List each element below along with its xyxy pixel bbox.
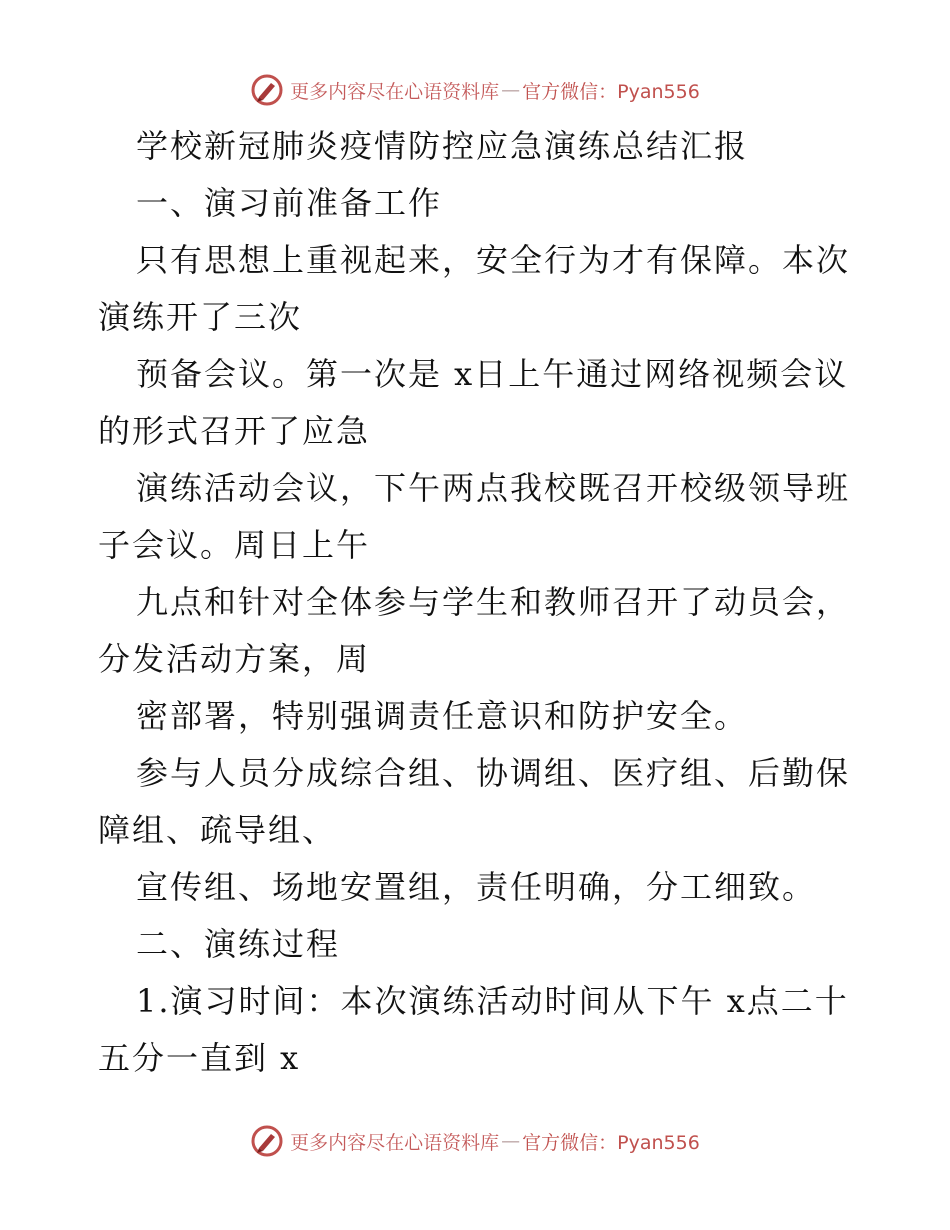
document-body <box>98 118 858 1087</box>
footer-watermark <box>0 1121 950 1161</box>
section-heading: 二、演练过程 <box>136 925 341 963</box>
body-paragraph: 演练活动会议，下午两点我校既召开校级领导班子会议。周日上午 <box>98 469 851 564</box>
body-paragraph: 只有思想上重视起来，安全行为才有保障。本次演练开了三次 <box>98 241 851 336</box>
watermark-site-text: 更多内容尽在心语资料库 <box>290 80 500 103</box>
body-paragraph: 1.演习时间：本次演练活动时间从下午 x点二十五分一直到 x <box>98 982 849 1077</box>
body-paragraph: 参与人员分成综合组、协调组、医疗组、后勤保障组、疏导组、 <box>98 754 851 849</box>
watermark-site-text: 更多内容尽在心语资料库 <box>290 1131 500 1154</box>
body-paragraph: 宣传组、场地安置组，责任明确，分工细致。 <box>136 868 817 906</box>
section-heading: 一、演习前准备工作 <box>136 184 443 222</box>
body-paragraph: 九点和针对全体参与学生和教师召开了动员会，分发活动方案，周 <box>98 583 851 678</box>
watermark-separator: — <box>501 1130 521 1152</box>
body-paragraph: 预备会议。第一次是 x日上午通过网络视频会议的形式召开了应急 <box>98 355 849 450</box>
document-title: 学校新冠肺炎疫情防控应急演练总结汇报 <box>136 127 749 165</box>
watermark-separator: — <box>501 79 521 101</box>
watermark-wechat-text: 官方微信：Pyan556 <box>522 80 700 103</box>
body-paragraph: 密部署，特别强调责任意识和防护安全。 <box>136 697 749 735</box>
pen-logo-icon <box>250 1124 284 1158</box>
pen-logo-icon <box>250 73 284 107</box>
header-watermark <box>0 70 950 110</box>
watermark-wechat-text: 官方微信：Pyan556 <box>522 1131 700 1154</box>
